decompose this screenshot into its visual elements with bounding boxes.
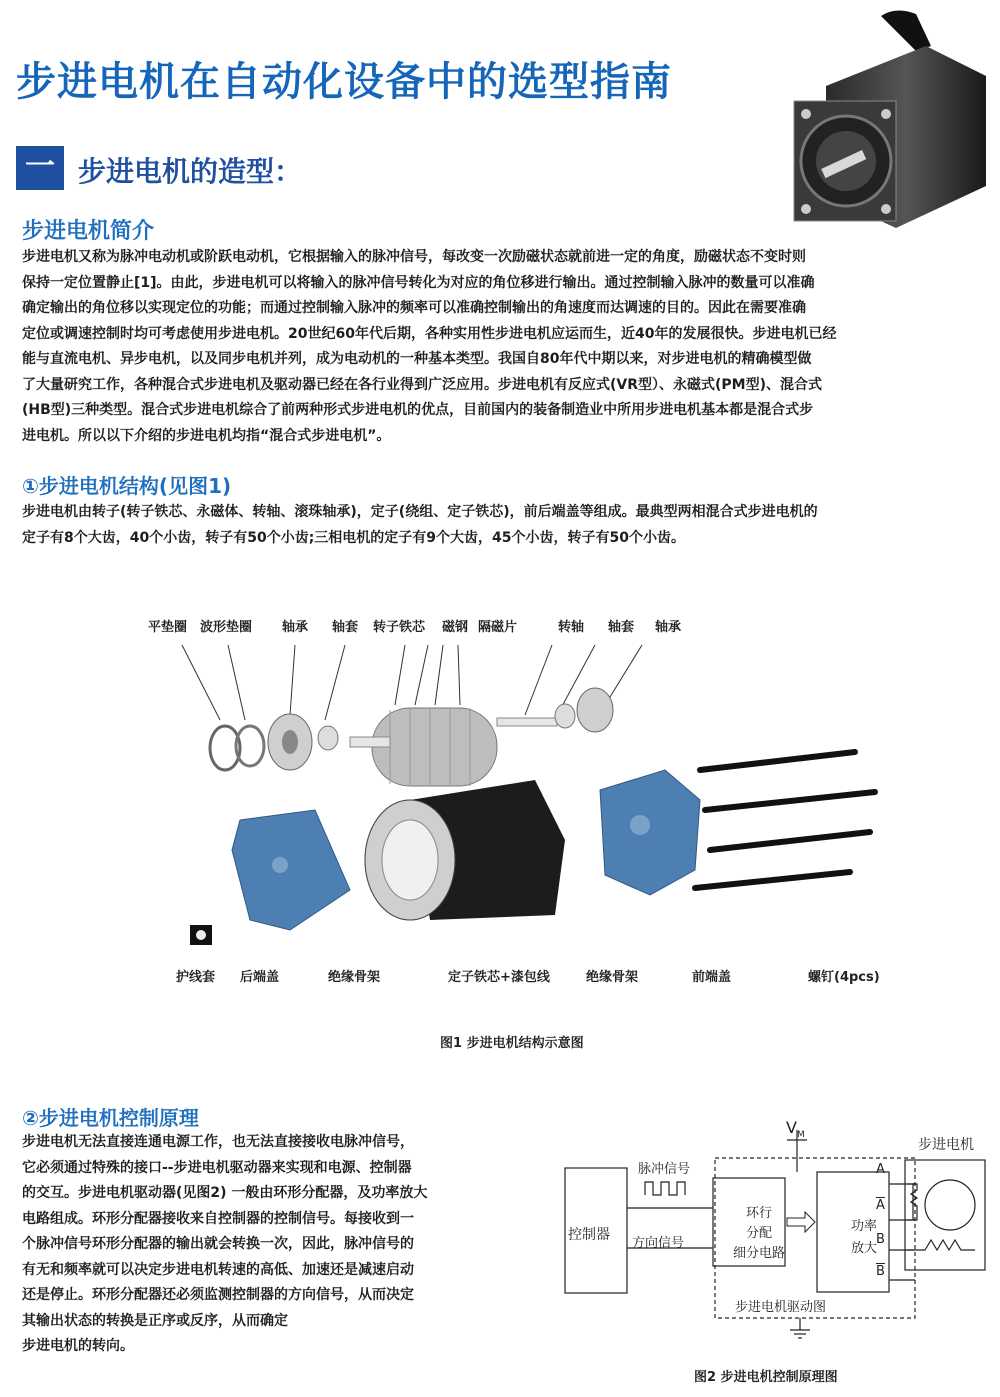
label-wave-washer: 波形垫圈: [200, 620, 253, 635]
label-shaft: 转轴: [558, 620, 585, 635]
stepper-motor-photo: [786, 6, 994, 228]
figure1-caption: 图1 步进电机结构示意图: [440, 1036, 584, 1051]
intro-line: (HB型)三种类型。混合式步进电机综合了前两种形式步进电机的优点，目前国内的装备制造业中所用步进电机基本都是混合式步: [22, 402, 814, 418]
vm-label: [786, 1118, 805, 1140]
label-flat-washer: 平垫圈: [148, 620, 188, 635]
intro-heading: 步进电机简介: [22, 219, 155, 244]
section-header: [16, 146, 716, 190]
pulse-signal-label: 脉冲信号: [638, 1162, 691, 1177]
label-screws: 螺钉(4pcs): [808, 970, 880, 985]
amp-line: 功率: [850, 1219, 877, 1234]
pin-b-bar: $\overline{B}$: [876, 1264, 885, 1279]
label-insulation-frame-left: 绝缘骨架: [328, 970, 381, 985]
pin-a: A: [876, 1162, 885, 1177]
label-spacer: 隔磁片: [478, 620, 518, 635]
control-line: 还是停止。环形分配器还必须监测控制器的方向信号，从而决定: [22, 1287, 414, 1303]
motor-label: 步进电机: [918, 1137, 974, 1153]
pin-a-bar: $\overline{A}$: [876, 1198, 885, 1213]
intro-line: 步进电机又称为脉冲电动机或阶跃电动机，它根据输入的脉冲信号，每改变一次励磁状态就前进一定的角度，励磁状态不变时则: [22, 249, 806, 265]
amp-line: 放大: [850, 1241, 877, 1256]
control-line: 个脉冲信号环形分配器的输出就会转换一次，因此，脉冲信号的: [22, 1236, 414, 1252]
driver-label: 步进电机驱动图: [735, 1300, 827, 1315]
direction-signal-label: 方向信号: [632, 1236, 685, 1251]
ring-line: 环行: [745, 1206, 772, 1221]
power-amp-label: [828, 1216, 900, 1260]
label-front-cover: 前端盖: [692, 970, 732, 985]
intro-line: 了大量研究工作，各种混合式步进电机及驱动器已经在各行业得到广泛应用。步进电机有反应式(VR型）、永磁式(PM型)、混合式: [22, 376, 822, 393]
label-grommet: 护线套: [176, 970, 216, 985]
label-sleeve-right: 轴套: [608, 620, 635, 635]
intro-paragraph: [22, 245, 987, 449]
controller-label: 控制器: [568, 1227, 610, 1243]
ring-distributor-label: [723, 1204, 795, 1264]
control-line: 它必须通过特殊的接口--步进电机驱动器来实现和电源、控制器: [22, 1159, 412, 1176]
section-number: 一: [16, 146, 64, 190]
control-paragraph: [22, 1130, 522, 1360]
structure-line: 定子有8个大齿，40个小齿，转子有50个小齿;三相电机的定子有9个大齿，45个小齿，转子有50个小齿。: [22, 529, 686, 546]
vm-subscript: M: [796, 1130, 805, 1141]
structure-heading: ①步进电机结构(见图1): [22, 474, 232, 498]
control-heading: ②步进电机控制原理: [22, 1106, 199, 1130]
label-bearing-right: 轴承: [655, 620, 682, 635]
control-line: 有无和频率就可以决定步进电机转速的高低、加速还是减速启动: [22, 1261, 414, 1278]
pin-b: B: [876, 1232, 885, 1247]
label-rear-cover: 后端盖: [240, 970, 280, 985]
figure2-caption: 图2 步进电机控制原理图: [694, 1370, 838, 1385]
intro-line: 进电机。所以以下介绍的步进电机均指“混合式步进电机”。: [22, 427, 391, 444]
label-sleeve-left: 轴套: [332, 620, 359, 635]
exploded-diagram: [140, 630, 900, 960]
page-title: 步进电机在自动化设备中的选型指南: [16, 59, 672, 105]
intro-line: 定位或调速控制时均可考虑使用步进电机。20世纪60年代后期，各种实用性步进电机应运而生，近40年的发展很快。步进电机已经: [22, 325, 837, 342]
intro-line: 能与直流电机、异步电机，以及同步电机并列，成为电动机的一种基本类型。我国自80年代中期以来，对步进电机的精确模型做: [22, 351, 812, 367]
label-bearing-left: 轴承: [282, 620, 309, 635]
control-line: 电路组成。环形分配器接收来自控制器的控制信号。每接收到一: [22, 1210, 414, 1227]
control-line: 的交互。步进电机驱动器(见图2) 一般由环形分配器，及功率放大: [22, 1185, 428, 1201]
control-line: 其输出状态的转换是正序或反序，从而确定: [22, 1312, 288, 1329]
ring-line: 分配: [745, 1226, 772, 1241]
ring-line: 细分电路: [732, 1246, 785, 1261]
label-magnet: 磁钢: [442, 620, 469, 635]
label-stator-core: 定子铁芯+漆包线: [448, 970, 550, 985]
intro-line: 确定输出的角位移以实现定位的功能；而通过控制输入脉冲的频率可以准确控制输出的角速度而达调速的目的。因此在需要准确: [22, 300, 806, 316]
label-rotor-core: 转子铁芯: [373, 620, 426, 635]
section-title: 步进电机的造型：: [78, 155, 303, 188]
label-insulation-frame-right: 绝缘骨架: [586, 970, 639, 985]
intro-line: 保持一定位置静止[1]。由此，步进电机可以将输入的脉冲信号转化为对应的角位移进行输出。通过控制输入脉冲的数量可以准确: [22, 274, 815, 291]
structure-line: 步进电机由转子(转子铁芯、永磁体、转轴、滚珠轴承)，定子(绕组、定子铁芯)，前后端盖等组成。最典型两相混合式步进电机的: [22, 504, 818, 520]
control-line: 步进电机的转向。: [22, 1338, 134, 1354]
vm-letter: V: [786, 1118, 797, 1137]
control-line: 步进电机无法直接连通电源工作，也无法直接接收电脉冲信号，: [22, 1134, 414, 1150]
structure-paragraph: [22, 500, 987, 551]
